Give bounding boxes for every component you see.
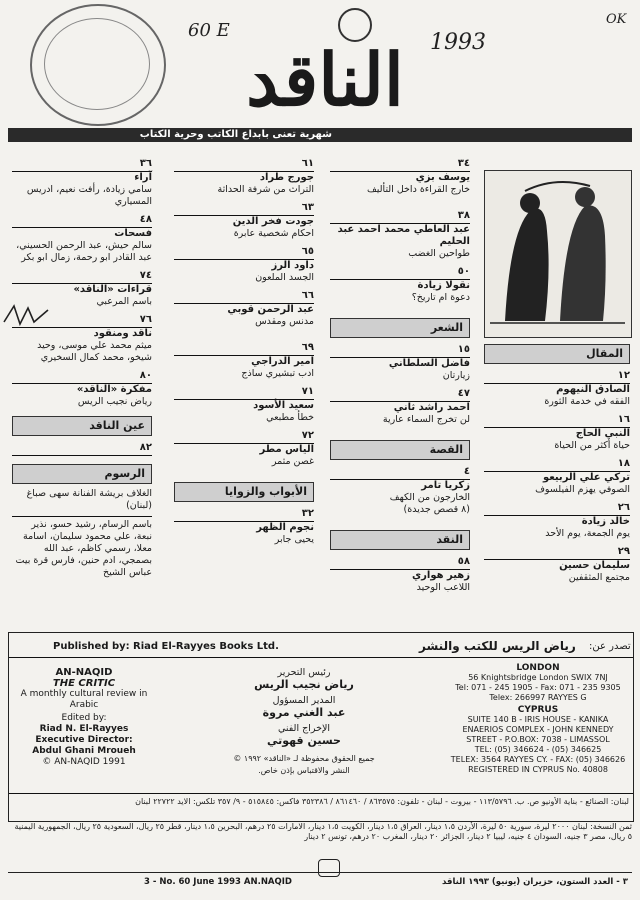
handwritten-number: 60 E bbox=[188, 20, 230, 41]
en-title: AN-NAQID bbox=[55, 667, 113, 678]
english-credits bbox=[19, 667, 149, 768]
article-title: الفقه في خدمة الثورة bbox=[544, 396, 630, 407]
toc-entry bbox=[330, 266, 470, 304]
section-story: القصة bbox=[330, 440, 470, 460]
london-telex: Telex: 266997 RAYYES G bbox=[489, 693, 587, 702]
footer-ar: ٣ - العدد الستون، حزيران (يونيو) ١٩٩٣ الناقد bbox=[441, 877, 628, 887]
page-number: ٦٣ bbox=[174, 202, 314, 216]
issued-from-label: تصدر عن: bbox=[589, 641, 631, 652]
author-name: تركي علي الربيعو bbox=[542, 472, 630, 483]
lebanon-address: لبنان: الصنائع - بناية الأونيو ص. ب. ١١٣/٥٧٩٦ - بيروت - لبنان - تلفون: ٨٦٣٥٧٥ / ٨٦١٤٦٠ / ٣٥٢٣٨٦ فاكس: ٥١٥٨٤٥ - ٩/ ٣٥٧ تلكس: الايد ٢٢٧٢٢ لبنان bbox=[135, 797, 629, 806]
article-subtitle: (٨ قصص جديدة) bbox=[403, 504, 470, 515]
toc-entry bbox=[330, 556, 470, 594]
rights-ar: جميع الحقوق محفوظة لـ «الناقد» ١٩٩٢ © bbox=[233, 754, 375, 763]
page-number: ١٢ bbox=[484, 370, 630, 384]
page-number: ٢٦ bbox=[484, 502, 630, 516]
editor-label-ar: رئيس التحرير bbox=[277, 667, 331, 678]
toc-entry bbox=[484, 458, 630, 496]
article-title: حياة أكثر من الحياة bbox=[554, 440, 630, 451]
author-name: قراءات «الناقد» bbox=[73, 284, 152, 295]
logo-icon bbox=[318, 859, 340, 877]
publisher-name: Riad El-Rayyes Books Ltd. bbox=[133, 641, 279, 652]
en-description: A monthly cultural review in Arabic bbox=[20, 689, 148, 710]
handwritten-scribble bbox=[0, 300, 60, 330]
art-label-ar: الإخراج الفني bbox=[277, 723, 331, 734]
article-title: سالم حيش، عبد الرحمن الحسيني، عبد القادر ابو رحمة، زمال ابو بكر bbox=[16, 240, 152, 263]
handwritten-ok: OK bbox=[606, 12, 627, 27]
author-name: امير الدراجي bbox=[251, 356, 314, 367]
section-drawings: الرسوم bbox=[12, 464, 152, 484]
exec-label: Executive Director: bbox=[35, 735, 133, 745]
editor-name: Riad N. El-Rayyes bbox=[39, 724, 129, 734]
toc-entry bbox=[12, 158, 152, 208]
publisher-name-ar: رياض الريس للكتب والنشر bbox=[419, 639, 576, 653]
page-number: ٣٢ bbox=[174, 508, 314, 522]
author-name: نجوم الظهر bbox=[256, 522, 314, 533]
page-number: ٧٢ bbox=[174, 430, 314, 444]
page-number: ٧٤ bbox=[12, 270, 152, 284]
cyprus-address: SUITE 140 B - IRIS HOUSE - KANIKA ENAERIOS COMPLEX - JOHN KENNEDY STREET - P.O.BOX: 7038 - LIMASSOL bbox=[462, 715, 614, 744]
author-name: سعيد الأسود bbox=[253, 400, 314, 411]
author-name: سليمان حسين bbox=[559, 560, 630, 571]
section-columns: الأبواب والزوايا bbox=[174, 482, 314, 502]
toc-entry bbox=[330, 388, 470, 426]
toc-entry bbox=[330, 344, 470, 382]
page-number: ١٥ bbox=[330, 344, 470, 358]
author-name: الياس مطر bbox=[259, 444, 314, 455]
toc-entry bbox=[12, 370, 152, 408]
author-name: يوسف بزي bbox=[415, 172, 470, 183]
cyprus-telex: TELEX: 3564 RAYYES CY. - FAX: (05) 346626 bbox=[450, 755, 626, 764]
london-address: 56 Knightsbridge London SWIX 7NJ bbox=[468, 673, 608, 682]
page-number: ٨٢ bbox=[12, 442, 152, 456]
toc-entry bbox=[330, 210, 470, 260]
page-number: ٣٦ bbox=[12, 158, 152, 172]
page-number: ٣٤ bbox=[330, 158, 470, 172]
author-name: آراء bbox=[134, 172, 152, 183]
article-title: اللاعب الوحيد bbox=[416, 582, 470, 593]
cyprus-tel: TEL: (05) 346624 - (05) 346625 bbox=[474, 745, 602, 754]
manager-label-ar: المدير المسؤول bbox=[272, 695, 336, 706]
author-name: جودت فخر الدين bbox=[232, 216, 314, 227]
stamp-inner-ring bbox=[44, 18, 150, 110]
toc-entry bbox=[174, 430, 314, 468]
toc-entry bbox=[174, 290, 314, 328]
page-number: ٤ bbox=[330, 466, 470, 480]
toc-entry bbox=[174, 246, 314, 284]
page-number: ٥٠ bbox=[330, 266, 470, 280]
author-name: مفكرة «الناقد» bbox=[76, 384, 152, 395]
toc-column-1 bbox=[330, 152, 470, 594]
article-title: خارج القراءة داخل التأليف bbox=[366, 184, 470, 195]
page-number: ١٨ bbox=[484, 458, 630, 472]
en-subtitle: THE CRITIC bbox=[52, 678, 116, 689]
library-stamp bbox=[30, 4, 166, 126]
toc-column-maqal bbox=[484, 344, 630, 584]
editor-name-ar: رياض نجيب الريس bbox=[254, 678, 354, 691]
toc-entry bbox=[174, 158, 314, 196]
page-number: ٦٥ bbox=[174, 246, 314, 260]
arabic-credits bbox=[209, 667, 399, 777]
article-title: دعوة ام تاريخ؟ bbox=[411, 292, 470, 303]
page-number: ٦٦ bbox=[174, 290, 314, 304]
cyprus-label: CYPRUS bbox=[517, 705, 559, 715]
author-name: عبد الرحمن قوبي bbox=[227, 304, 314, 315]
publisher-box bbox=[8, 632, 634, 822]
author-name: داود الرز bbox=[271, 260, 314, 271]
page-number: ١٦ bbox=[484, 414, 630, 428]
cyprus-registration: REGISTERED IN CYPRUS No. 40808 bbox=[468, 765, 608, 774]
page-footer bbox=[8, 872, 632, 889]
cover-credit: الغلاف بريشة الفنانة سهى صباغ (لبنان) bbox=[26, 488, 152, 511]
author-name: النبي الحاج bbox=[575, 428, 630, 439]
page-number: ٥٨ bbox=[330, 556, 470, 570]
article-title: مدنس ومقدس bbox=[255, 316, 314, 327]
article-title: باسم المرعبي bbox=[96, 296, 152, 307]
copyright-en: © AN-NAQID 1991 bbox=[42, 757, 126, 767]
article-title: ميثم محمد علي موسى، وحيد شيخو، محمد كمال السخيري bbox=[37, 340, 152, 363]
author-name: نقولا زيادة bbox=[417, 280, 470, 291]
page-number: ٨٠ bbox=[12, 370, 152, 384]
magazine-logo: الناقد bbox=[246, 37, 404, 122]
published-by-label: Published by: bbox=[53, 641, 130, 652]
section-criticism: النقد bbox=[330, 530, 470, 550]
article-title: زيارتان bbox=[442, 370, 470, 381]
toc-entry bbox=[484, 370, 630, 408]
article-title: لن تخرج السماء عارية bbox=[382, 414, 470, 425]
author-name: جورج طراد bbox=[259, 172, 314, 183]
toc-entry bbox=[174, 342, 314, 380]
page-number: ٣٨ bbox=[330, 210, 470, 224]
page-number: ٤٨ bbox=[12, 214, 152, 228]
divider bbox=[9, 657, 633, 658]
footer-en: 3 - No. 60 June 1993 AN.NAQID bbox=[144, 877, 292, 887]
toc-column-2 bbox=[174, 152, 314, 546]
london-label: LONDON bbox=[516, 663, 560, 673]
page-number: ٤٧ bbox=[330, 388, 470, 402]
page-number: ٧٦ bbox=[12, 314, 152, 328]
article-title: رياض نجيب الريس bbox=[77, 396, 152, 407]
article-title: خطأ مطبعي bbox=[266, 412, 314, 423]
page-number: ٢٩ bbox=[484, 546, 630, 560]
toc-entry bbox=[330, 466, 470, 516]
handwritten-year: 1993 bbox=[430, 30, 486, 55]
page-number: ٦١ bbox=[174, 158, 314, 172]
divider bbox=[12, 516, 152, 517]
prices-list: ثمن النسخة: لبنان ٢٠٠٠ ليرة، سورية ٥٠ ليرة، الأردن ١،٥ دينار، العراق ١،٥ دينار، الكويت ١،٥ دينار، الامارات ٢٥ درهم، البحرين ١،٥ دينار، قطر ٢٥ ريال، السعودية ٢٥ ريال، الجمهورية اليمنية ٥ ريال، مصر ٣ جنيه، السودان ٤ جنيه، ليبيا ٢ دينار، الجزائر ٢٠ دينار، المغرب ٢٠ درهم، تونس ٢ دينار bbox=[14, 822, 632, 841]
toc-entry bbox=[12, 214, 152, 264]
artists-credit: باسم الرسام، رشيد حسو، نذير نبعة، علي محمود سليمان، اسامة معلا، رسمي كاظم، عبد الله بصمجي، ادم حنين، فارس قرة بيت عباس الشيخ bbox=[15, 519, 152, 578]
article-title: يوم الجمعة، يوم الأحد bbox=[545, 528, 630, 539]
toc-entry bbox=[484, 502, 630, 540]
edited-by-label: Edited by: bbox=[61, 713, 107, 723]
toc-entry bbox=[174, 386, 314, 424]
article-title: الصوفي يهزم الفيلسوف bbox=[535, 484, 630, 495]
author-name: زكريا تامر bbox=[421, 480, 470, 491]
toc-entry bbox=[484, 414, 630, 452]
section-critic-eye: عين الناقد bbox=[12, 416, 152, 436]
art-name-ar: حسين قهوتي bbox=[267, 734, 341, 747]
article-title: طواحين الغضب bbox=[408, 248, 470, 259]
rights2-ar: النشر والاقتباس بإذن خاص. bbox=[258, 766, 350, 775]
author-name: ناقد ومنقود bbox=[93, 328, 152, 339]
author-name: عبد العاطي محمد احمد عبد الحليم bbox=[337, 224, 470, 247]
author-name: فاضل السلطاني bbox=[388, 358, 470, 369]
illustration-drawing bbox=[485, 171, 631, 337]
toc-entry bbox=[330, 158, 470, 196]
article-title: يحيى جابر bbox=[274, 534, 314, 545]
page-number: ٦٩ bbox=[174, 342, 314, 356]
toc-entry bbox=[484, 546, 630, 584]
article-title: سامي زيادة، رأفت نعيم، ادريس المسياري bbox=[26, 184, 152, 207]
manager-name-ar: عبد الغني مروة bbox=[262, 706, 346, 719]
toc-entry bbox=[174, 202, 314, 240]
article-title: الخارجون من الكهف bbox=[389, 492, 470, 503]
author-name: الصادق النيهوم bbox=[556, 384, 630, 395]
article-title: مجتمع المثقفين bbox=[568, 572, 630, 583]
author-name: فسحات bbox=[114, 228, 152, 239]
tagline: شهرية تعنى بابداع الكاتب وحرية الكتاب bbox=[8, 128, 632, 142]
toc-entry bbox=[174, 508, 314, 546]
section-poetry: الشعر bbox=[330, 318, 470, 338]
toc-column-3 bbox=[12, 152, 152, 579]
divider bbox=[9, 793, 633, 794]
author-name: احمد راشد ثاني bbox=[393, 402, 470, 413]
article-title: احكام شخصية عابرة bbox=[233, 228, 314, 239]
section-essay: المقال bbox=[484, 344, 630, 364]
article-title: ادب تبشيري ساذج bbox=[241, 368, 314, 379]
exec-name: Abdul Ghani Mroueh bbox=[32, 746, 136, 756]
article-title: التراث من شرفة الحداثة bbox=[217, 184, 314, 195]
page-number: ٧١ bbox=[174, 386, 314, 400]
author-name: خالد زيادة bbox=[581, 516, 630, 527]
cover-illustration bbox=[484, 170, 632, 338]
author-name: زهير هواري bbox=[411, 570, 470, 581]
article-title: غصن مثمر bbox=[271, 456, 314, 467]
article-title: الجسد الملعون bbox=[255, 272, 314, 283]
london-tel: Tel: 071 - 245 1905 - Fax: 071 - 235 9305 bbox=[455, 683, 621, 692]
addresses bbox=[449, 663, 627, 775]
